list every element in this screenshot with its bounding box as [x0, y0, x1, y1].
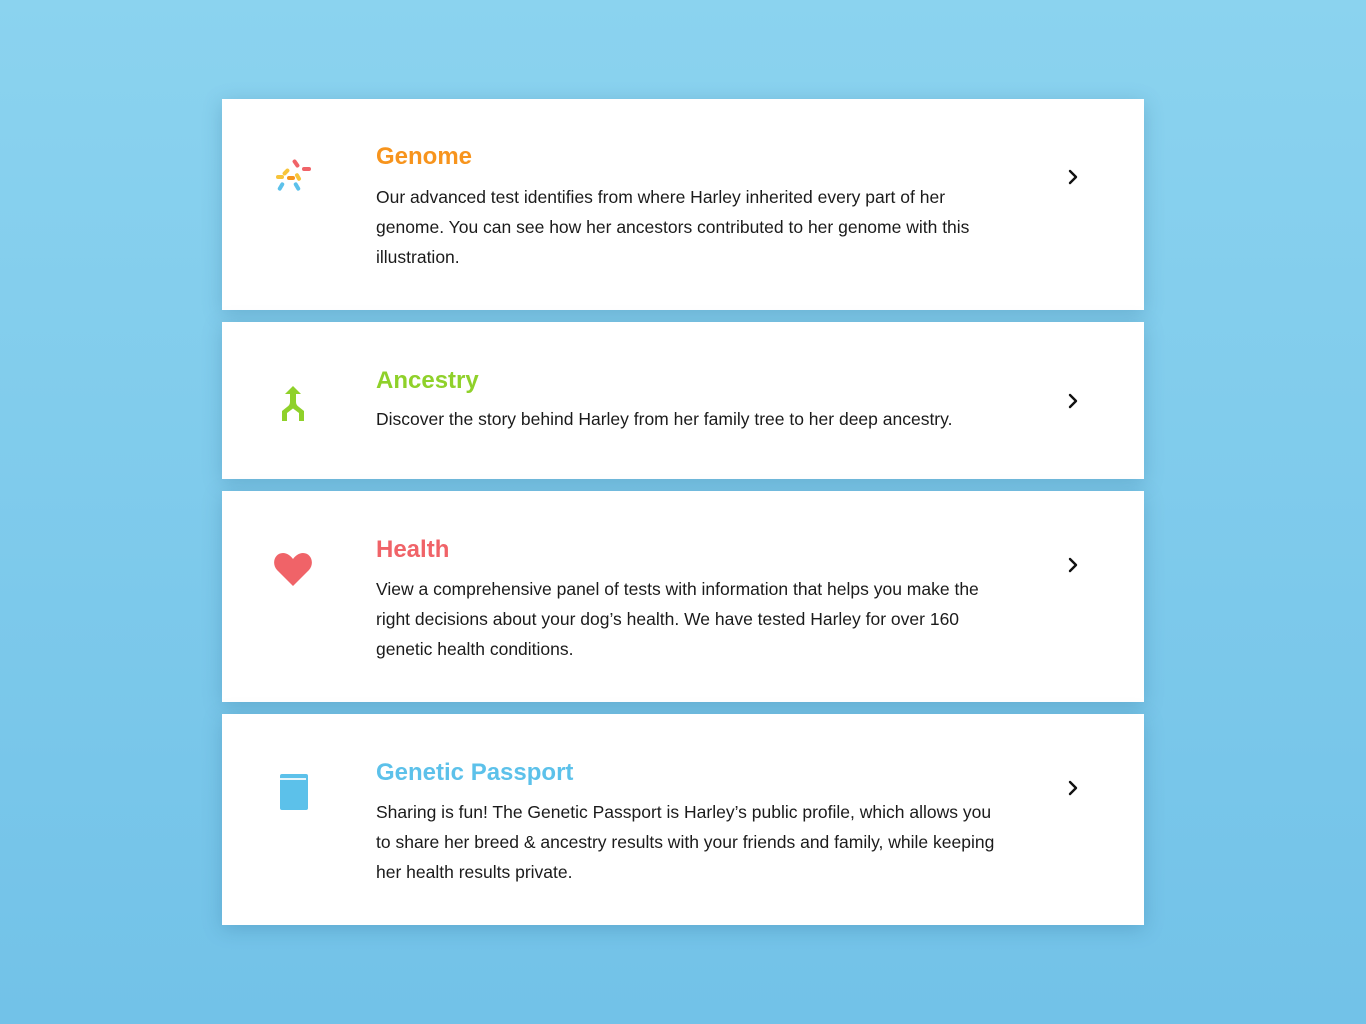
ancestry-description: Discover the story behind Harley from her family tree to her deep ancestry. — [376, 409, 953, 429]
chevron-right-icon[interactable] — [1062, 554, 1084, 576]
genome-title: Genome — [376, 143, 473, 170]
health-title: Health — [376, 536, 450, 563]
ancestry-card[interactable] — [222, 322, 1144, 479]
health-description: View a comprehensive panel of tests with information that helps you make the right decisions about your dog’s health. We have tested Harley for over 160 genetic health conditions. — [376, 579, 979, 659]
heart-icon — [272, 548, 314, 590]
chevron-right-icon[interactable] — [1062, 777, 1084, 799]
passport-card[interactable] — [222, 714, 1144, 925]
ancestry-title: Ancestry — [376, 367, 479, 394]
genome-description: Our advanced test identifies from where Harley inherited every part of her genome. You can see how her ancestors contributed to her genome with this illustration. — [376, 187, 970, 267]
passport-title: Genetic Passport — [376, 759, 574, 786]
chevron-right-icon[interactable] — [1062, 166, 1084, 188]
genome-icon — [272, 156, 314, 198]
genome-card[interactable] — [222, 99, 1144, 310]
card-list — [222, 99, 1144, 937]
book-icon — [272, 771, 314, 813]
passport-description: Sharing is fun! The Genetic Passport is Harley’s public profile, which allows you to share her breed & ancestry results with your friends and family, while keeping her health results private. — [376, 802, 995, 882]
ancestry-icon — [272, 383, 314, 425]
chevron-right-icon[interactable] — [1062, 390, 1084, 412]
health-card[interactable] — [222, 491, 1144, 702]
